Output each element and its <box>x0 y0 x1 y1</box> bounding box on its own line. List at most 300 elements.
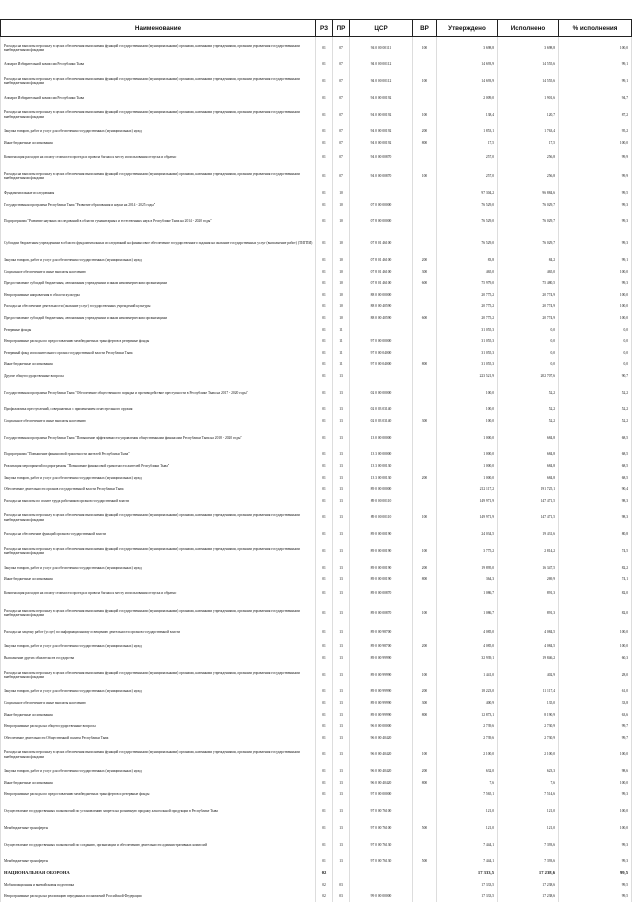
row-vr <box>413 834 437 856</box>
table-row <box>1 335 632 347</box>
row-vr <box>413 289 437 301</box>
row-name: Расходы на выплаты персоналу в целях обеспечения выполнения функций государственными (муниципальными) органами, казенными учреждениями, органами управления государственными внебюджетными фондами <box>1 540 316 562</box>
row-name: Другие общегосударственные вопросы <box>1 370 316 382</box>
row-executed: 0,0 <box>498 335 559 347</box>
row-name: Фундаментальные исследования <box>1 187 316 199</box>
table-row <box>1 624 632 641</box>
row-csr: 97 0 00 04000 <box>350 347 413 359</box>
row-executed: 52,2 <box>498 404 559 416</box>
row-rz: 01 <box>316 789 333 801</box>
row-executed: 256,8 <box>498 165 559 187</box>
row-percent: 61,0 <box>559 686 632 698</box>
row-rz: 01 <box>316 199 333 211</box>
row-vr: 300 <box>413 697 437 709</box>
row-percent: 68,5 <box>559 472 632 484</box>
row-name: Расходы на выплаты персоналу в целях обеспечения выполнения функций государственными (муниципальными) органами, казенными учреждениями, органами управления государственными внебюджетными фондами <box>1 165 316 187</box>
row-name: Предоставление субсидий бюджетным, автономным учреждениям и иным некоммерческим организациям <box>1 278 316 290</box>
row-pr: 13 <box>333 415 350 427</box>
row-name: Обеспечение деятельности органов государственной власти Республики Тыва <box>1 483 316 495</box>
row-name: Межбюджетные трансферты <box>1 822 316 834</box>
row-executed: 11 117,4 <box>498 686 559 698</box>
table-row <box>1 324 632 336</box>
row-percent: 99,5 <box>559 187 632 199</box>
table-row <box>1 800 632 822</box>
row-pr: 13 <box>333 789 350 801</box>
row-percent: 99,9 <box>559 165 632 187</box>
row-rz: 01 <box>316 834 333 856</box>
row-csr: 07 8 01 46100 <box>350 266 413 278</box>
row-rz: 01 <box>316 301 333 313</box>
row-vr: 600 <box>413 278 437 290</box>
row-csr: 89 0 00 00190 <box>350 528 413 540</box>
row-vr: 100 <box>413 37 437 59</box>
row-pr: 11 <box>333 324 350 336</box>
row-executed: 96 884,6 <box>498 187 559 199</box>
row-name: Государственная программа Республики Тыва "Повышение эффективности управления общественными финансами Республики Тыва на 2018 - 2020 годы" <box>1 427 316 449</box>
row-rz: 01 <box>316 382 333 404</box>
header-rz: РЗ <box>316 20 333 37</box>
table-row <box>1 789 632 801</box>
table-row <box>1 301 632 313</box>
row-percent: 94,7 <box>559 92 632 104</box>
row-rz: 01 <box>316 370 333 382</box>
row-percent: 99,5 <box>559 867 632 879</box>
row-rz: 01 <box>316 664 333 686</box>
row-rz: 01 <box>316 709 333 721</box>
table-row <box>1 149 632 166</box>
row-csr: 89 0 00 00870 <box>350 585 413 602</box>
row-vr <box>413 867 437 879</box>
row-csr: 02 0 03 03140 <box>350 404 413 416</box>
table-row <box>1 278 632 290</box>
row-vr <box>413 211 437 233</box>
table-row <box>1 472 632 484</box>
row-rz: 01 <box>316 324 333 336</box>
row-approved: 1 086,7 <box>437 602 498 624</box>
row-vr <box>413 800 437 822</box>
row-csr: 07 8 01 46100 <box>350 254 413 266</box>
row-name: НАЦИОНАЛЬНАЯ ОБОРОНА <box>1 867 316 879</box>
row-executed: 120,7 <box>498 104 559 126</box>
row-executed: 121,0 <box>498 800 559 822</box>
table-row <box>1 507 632 529</box>
row-executed: 76 029,7 <box>498 211 559 233</box>
row-approved: 364,3 <box>437 574 498 586</box>
row-rz: 01 <box>316 449 333 461</box>
row-percent: 99,1 <box>559 70 632 92</box>
row-rz: 01 <box>316 856 333 868</box>
row-pr: 13 <box>333 709 350 721</box>
row-csr: 13 3 00 00000 <box>350 449 413 461</box>
row-pr: 10 <box>333 232 350 254</box>
row-csr <box>350 867 413 879</box>
row-name: Субсидии бюджетным учреждениям в области фундаментальных исследований на финансовое обеспечение государственного задания на оказание государственных услуг (выполнение работ) (ТИГПИ) <box>1 232 316 254</box>
row-rz: 02 <box>316 867 333 879</box>
row-executed: 4 084,5 <box>498 641 559 653</box>
row-approved: 2 009,0 <box>437 92 498 104</box>
row-pr: 13 <box>333 641 350 653</box>
row-pr: 13 <box>333 472 350 484</box>
row-csr: 94 0 00 00870 <box>350 165 413 187</box>
row-executed: 623,3 <box>498 766 559 778</box>
row-name: Закупка товаров, работ и услуг для обеспечения государственных (муниципальных) нужд <box>1 254 316 266</box>
row-vr: 300 <box>413 266 437 278</box>
row-name: Расходы на выплаты персоналу в целях обеспечения выполнения функций государственными (муниципальными) органами, казенными учреждениями, органами управления государственными внебюджетными фондами <box>1 37 316 59</box>
row-percent: 99,7 <box>559 720 632 732</box>
row-percent: 99,1 <box>559 58 632 70</box>
row-vr: 100 <box>413 602 437 624</box>
row-approved: 121,0 <box>437 822 498 834</box>
row-csr: 97 0 00 76100 <box>350 800 413 822</box>
row-vr: 800 <box>413 359 437 371</box>
row-rz: 01 <box>316 483 333 495</box>
table-row <box>1 732 632 744</box>
table-row <box>1 641 632 653</box>
table-row <box>1 312 632 324</box>
row-csr: 07 0 00 00000 <box>350 199 413 211</box>
row-name: Межбюджетные трансферты <box>1 856 316 868</box>
row-csr: 94 0 00 00192 <box>350 92 413 104</box>
table-row <box>1 92 632 104</box>
row-rz: 01 <box>316 697 333 709</box>
header-percent: % исполнения <box>559 20 632 37</box>
row-vr: 200 <box>413 686 437 698</box>
row-percent: 98,6 <box>559 766 632 778</box>
row-vr <box>413 890 437 902</box>
row-approved: 223 521,9 <box>437 370 498 382</box>
row-vr <box>413 370 437 382</box>
row-pr: 11 <box>333 359 350 371</box>
row-approved: 121,0 <box>437 800 498 822</box>
row-approved: 14 693,9 <box>437 58 498 70</box>
row-name: Непрограммные расходы по предоставлению межбюджетных трансфертов и резервные фонды <box>1 789 316 801</box>
row-rz: 01 <box>316 562 333 574</box>
table-row <box>1 585 632 602</box>
row-rz: 01 <box>316 732 333 744</box>
table-row <box>1 574 632 586</box>
row-name: Расходы на выплаты по оплате труда работников органов государственной власти <box>1 495 316 507</box>
row-rz: 01 <box>316 777 333 789</box>
row-name: Осуществление государственных полномочий по созданию, организации и обеспечению деятельности административных комиссий <box>1 834 316 856</box>
table-row <box>1 165 632 187</box>
row-executed: 121,0 <box>498 822 559 834</box>
row-executed: 84,2 <box>498 254 559 266</box>
row-rz: 01 <box>316 641 333 653</box>
row-pr: 11 <box>333 335 350 347</box>
row-name: Иные бюджетные ассигнования <box>1 777 316 789</box>
row-rz: 01 <box>316 232 333 254</box>
row-executed: 891,3 <box>498 585 559 602</box>
row-csr: 89 0 00 00870 <box>350 602 413 624</box>
row-vr: 200 <box>413 766 437 778</box>
row-pr: 13 <box>333 800 350 822</box>
row-name: Расходы на выплаты персоналу в целях обеспечения выполнения функций государственными (муниципальными) органами, казенными учреждениями, органами управления государственными внебюджетными фондами <box>1 744 316 766</box>
row-executed: 147 471,5 <box>498 495 559 507</box>
row-executed: 684,8 <box>498 449 559 461</box>
row-rz: 01 <box>316 528 333 540</box>
row-approved: 1 000,0 <box>437 472 498 484</box>
row-rz: 01 <box>316 278 333 290</box>
row-name: Социальное обеспечение и иные выплаты населению <box>1 266 316 278</box>
row-executed: 465,0 <box>498 266 559 278</box>
row-percent: 74,1 <box>559 574 632 586</box>
row-rz: 01 <box>316 335 333 347</box>
row-vr: 100 <box>413 70 437 92</box>
row-vr: 200 <box>413 641 437 653</box>
row-name: Расходы на выплаты персоналу в целях обеспечения выполнения функций государственными (муниципальными) органами, казенными учреждениями, органами управления государственными внебюджетными фондами <box>1 602 316 624</box>
row-approved: 17,5 <box>437 137 498 149</box>
row-rz: 01 <box>316 211 333 233</box>
header-executed: Исполнено <box>498 20 559 37</box>
row-pr: 07 <box>333 58 350 70</box>
table-row <box>1 483 632 495</box>
row-csr <box>350 370 413 382</box>
row-csr: 89 0 00 99990 <box>350 664 413 686</box>
row-approved: 31 055,3 <box>437 347 498 359</box>
row-vr: 100 <box>413 664 437 686</box>
row-percent: 100,0 <box>559 266 632 278</box>
row-executed: 16 347,5 <box>498 562 559 574</box>
row-name: Аппарат Избирательной комиссии Республики Тыва <box>1 92 316 104</box>
row-csr <box>350 879 413 891</box>
table-row <box>1 744 632 766</box>
header-name: Наименование <box>1 20 316 37</box>
row-percent: 99,7 <box>559 732 632 744</box>
row-pr: 10 <box>333 278 350 290</box>
row-approved: 17 333,5 <box>437 867 498 879</box>
row-pr: 10 <box>333 301 350 313</box>
row-rz: 01 <box>316 165 333 187</box>
row-pr: 13 <box>333 766 350 778</box>
table-row <box>1 254 632 266</box>
row-pr: 13 <box>333 856 350 868</box>
table-row <box>1 266 632 278</box>
row-executed: 17 238,6 <box>498 890 559 902</box>
row-percent: 99,3 <box>559 232 632 254</box>
table-row <box>1 460 632 472</box>
row-approved: 1 000,0 <box>437 449 498 461</box>
row-executed: 1 763,4 <box>498 126 559 138</box>
row-name: Расходы на обеспечение деятельности (оказание услуг) государственных учреждений культуры <box>1 301 316 313</box>
row-percent: 63,6 <box>559 709 632 721</box>
table-row <box>1 232 632 254</box>
row-executed: 256,8 <box>498 149 559 166</box>
row-rz: 01 <box>316 347 333 359</box>
row-approved: 257,0 <box>437 149 498 166</box>
row-pr: 13 <box>333 732 350 744</box>
row-percent: 99,3 <box>559 199 632 211</box>
row-percent: 100,0 <box>559 822 632 834</box>
row-approved: 465,0 <box>437 266 498 278</box>
row-csr: 97 0 00 04000 <box>350 359 413 371</box>
row-pr: 10 <box>333 312 350 324</box>
row-percent: 100,0 <box>559 744 632 766</box>
row-name: Государственная программа Республики Тыва "Обеспечение общественного порядка и противодействие преступности в Республике Тыва на 2017 - 2020 годы" <box>1 382 316 404</box>
row-approved: 1 000,0 <box>437 427 498 449</box>
table-row <box>1 867 632 879</box>
row-pr: 13 <box>333 382 350 404</box>
row-name: Расходы на выплаты персоналу в целях обеспечения выполнения функций государственными (муниципальными) органами, казенными учреждениями, органами управления государственными внебюджетными фондами <box>1 104 316 126</box>
row-csr: 97 0 00 00000 <box>350 335 413 347</box>
row-csr: 96 0 00 40420 <box>350 744 413 766</box>
row-rz: 01 <box>316 312 333 324</box>
row-executed: 7 514,6 <box>498 789 559 801</box>
row-executed: 52,2 <box>498 382 559 404</box>
row-csr: 02 0 00 00000 <box>350 382 413 404</box>
row-approved: 31 055,3 <box>437 359 498 371</box>
row-csr: 07 8 01 46100 <box>350 278 413 290</box>
row-pr: 13 <box>333 370 350 382</box>
row-approved: 76 529,0 <box>437 232 498 254</box>
table-body <box>1 37 632 902</box>
table-row <box>1 822 632 834</box>
row-vr: 200 <box>413 254 437 266</box>
row-executed: 684,8 <box>498 427 559 449</box>
row-vr <box>413 382 437 404</box>
header-pr: ПР <box>333 20 350 37</box>
row-pr: 07 <box>333 70 350 92</box>
row-csr: 89 0 00 00190 <box>350 562 413 574</box>
row-pr: 07 <box>333 104 350 126</box>
row-executed: 2 730,9 <box>498 732 559 744</box>
row-rz: 01 <box>316 495 333 507</box>
row-percent: 68,5 <box>559 427 632 449</box>
row-csr: 88 0 00 40590 <box>350 301 413 313</box>
row-vr <box>413 528 437 540</box>
row-approved: 76 529,0 <box>437 199 498 211</box>
row-vr: 100 <box>413 104 437 126</box>
row-executed: 2 100,0 <box>498 744 559 766</box>
row-vr <box>413 301 437 313</box>
row-percent: 100,0 <box>559 301 632 313</box>
row-rz: 01 <box>316 415 333 427</box>
row-percent: 100,0 <box>559 624 632 641</box>
row-csr: 94 0 00 00112 <box>350 58 413 70</box>
row-name: Иные бюджетные ассигнования <box>1 137 316 149</box>
row-percent: 80,8 <box>559 528 632 540</box>
row-pr: 13 <box>333 686 350 698</box>
row-executed: 76 029,7 <box>498 232 559 254</box>
row-rz: 01 <box>316 187 333 199</box>
row-name: Аппарат Избирательной комиссии Республики Тыва <box>1 58 316 70</box>
row-percent: 33,8 <box>559 697 632 709</box>
row-approved: 17 333,5 <box>437 879 498 891</box>
row-name: Подпрограмма "Повышение финансовой грамотности жителей Республики Тыва" <box>1 449 316 461</box>
row-rz: 01 <box>316 126 333 138</box>
table-row <box>1 528 632 540</box>
row-rz: 01 <box>316 624 333 641</box>
row-vr <box>413 427 437 449</box>
row-pr: 07 <box>333 126 350 138</box>
row-rz: 01 <box>316 460 333 472</box>
row-pr: 13 <box>333 574 350 586</box>
row-csr: 96 0 00 40420 <box>350 766 413 778</box>
row-csr: 94 0 00 00870 <box>350 149 413 166</box>
row-name: Профилактика преступлений, совершаемых с применением огнестрельного оружия <box>1 404 316 416</box>
row-vr: 200 <box>413 126 437 138</box>
row-vr: 500 <box>413 822 437 834</box>
row-name: Закупка товаров, работ и услуг для обеспечения государственных (муниципальных) нужд <box>1 766 316 778</box>
row-executed: 135,0 <box>498 697 559 709</box>
row-rz: 01 <box>316 289 333 301</box>
table-row <box>1 856 632 868</box>
row-approved: 31 055,3 <box>437 335 498 347</box>
row-csr: 89 0 00 00190 <box>350 574 413 586</box>
row-name: Закупка товаров, работ и услуг для обеспечения государственных (муниципальных) нужд <box>1 641 316 653</box>
row-vr: 200 <box>413 472 437 484</box>
row-percent: 82,2 <box>559 562 632 574</box>
row-rz: 01 <box>316 744 333 766</box>
row-csr: 89 0 00 00190 <box>350 540 413 562</box>
row-pr: 13 <box>333 460 350 472</box>
row-pr: 03 <box>333 890 350 902</box>
table-row <box>1 404 632 416</box>
header-approved: Утверждено <box>437 20 498 37</box>
row-vr <box>413 187 437 199</box>
row-percent: 99,3 <box>559 278 632 290</box>
row-rz: 01 <box>316 507 333 529</box>
row-executed: 4 084,5 <box>498 624 559 641</box>
row-pr: 03 <box>333 879 350 891</box>
row-executed: 7 393,6 <box>498 856 559 868</box>
header-vr: ВР <box>413 20 437 37</box>
row-percent: 99,1 <box>559 254 632 266</box>
row-pr: 10 <box>333 199 350 211</box>
row-rz: 02 <box>316 879 333 891</box>
row-rz: 01 <box>316 720 333 732</box>
row-rz: 01 <box>316 602 333 624</box>
row-csr: 13 3 00 00130 <box>350 472 413 484</box>
row-vr: 600 <box>413 312 437 324</box>
row-pr: 13 <box>333 562 350 574</box>
row-pr: 07 <box>333 37 350 59</box>
row-csr: 99 0 00 00000 <box>350 890 413 902</box>
row-pr: 13 <box>333 404 350 416</box>
row-vr <box>413 624 437 641</box>
table-row <box>1 289 632 301</box>
row-pr: 10 <box>333 211 350 233</box>
row-vr: 800 <box>413 709 437 721</box>
row-name: Резервные фонды <box>1 324 316 336</box>
row-csr: 13 0 00 00000 <box>350 427 413 449</box>
row-approved: 19 895,0 <box>437 562 498 574</box>
row-csr: 89 0 00 00110 <box>350 507 413 529</box>
row-vr <box>413 483 437 495</box>
row-vr <box>413 585 437 602</box>
table-row <box>1 70 632 92</box>
row-rz: 01 <box>316 686 333 698</box>
row-vr <box>413 789 437 801</box>
row-percent: 99,9 <box>559 149 632 166</box>
row-percent: 99,3 <box>559 211 632 233</box>
row-name: Расходы на выплаты персоналу в целях обеспечения выполнения функций государственными (муниципальными) органами, казенными учреждениями, органами управления государственными внебюджетными фондами <box>1 507 316 529</box>
row-executed: 19 846,2 <box>498 652 559 664</box>
row-percent: 60,3 <box>559 652 632 664</box>
row-pr: 13 <box>333 834 350 856</box>
table-row <box>1 359 632 371</box>
row-vr <box>413 449 437 461</box>
row-executed: 20 774,9 <box>498 289 559 301</box>
row-rz: 01 <box>316 254 333 266</box>
row-pr: 13 <box>333 483 350 495</box>
row-rz: 01 <box>316 58 333 70</box>
row-vr <box>413 149 437 166</box>
row-csr: 02 0 03 03140 <box>350 415 413 427</box>
row-name: Компенсация расходов на оплату стоимости проезда и провоза багажа к месту использования отпуска и обратно <box>1 585 316 602</box>
row-pr: 13 <box>333 495 350 507</box>
table-row <box>1 37 632 59</box>
row-approved: 257,0 <box>437 165 498 187</box>
